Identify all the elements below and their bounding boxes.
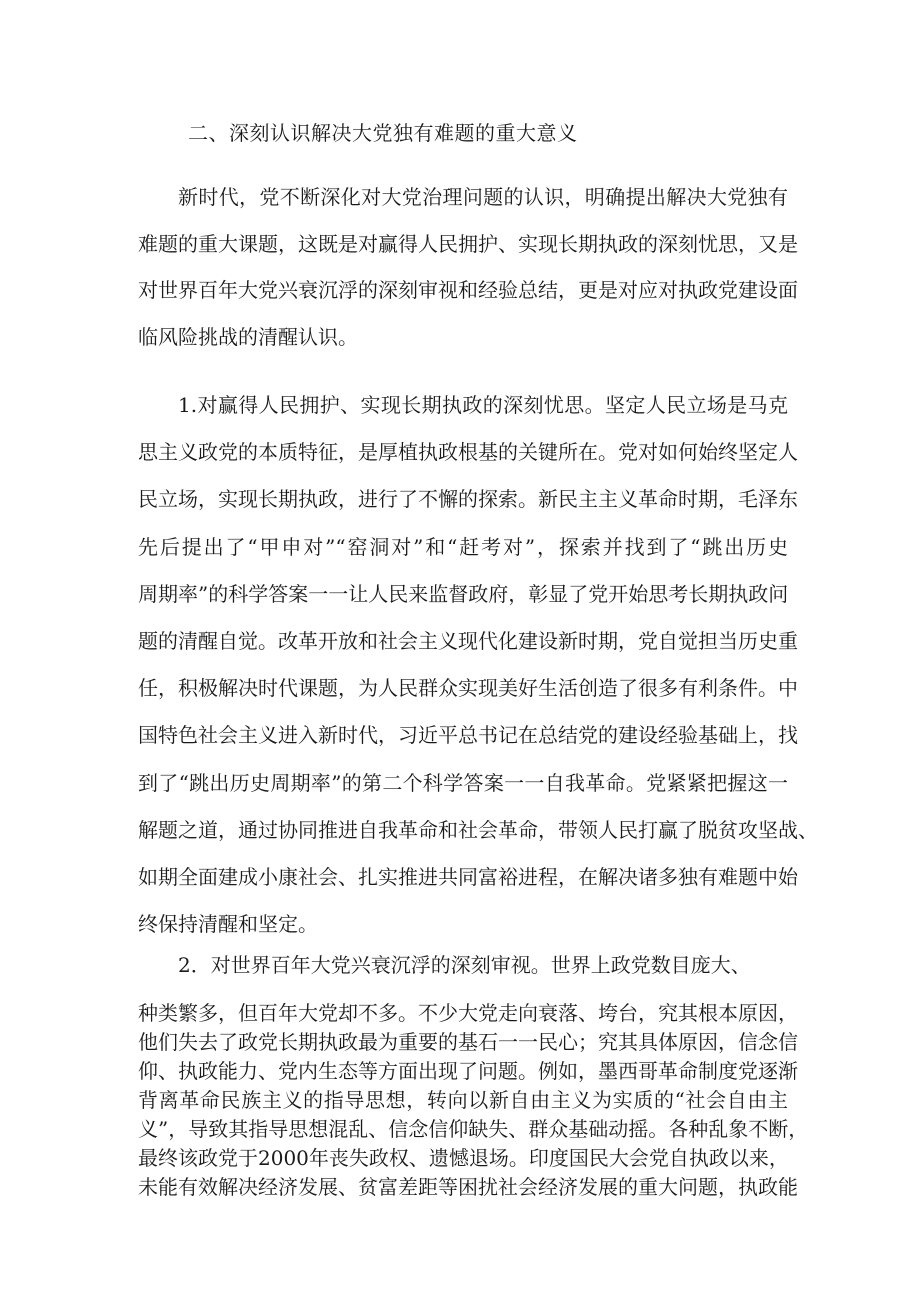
paragraph-line: 如期全面建成小康社会、扎实推进共同富裕进程，在解决诸多独有难题中始 <box>138 865 798 889</box>
paragraph-line: 未能有效解决经济发展、贫富差距等困扰社会经济发展的重大问题，执政能 <box>138 1175 798 1199</box>
paragraph-line: 对世界百年大党兴衰沉浮的深刻审视和经验总结，更是对应对执政党建设面 <box>138 278 798 302</box>
paragraph-line: 任，积极解决时代课题，为人民群众实现美好生活创造了很多有利条件。中 <box>138 676 798 700</box>
paragraph-line: 解题之道，通过协同推进自我革命和社会革命，带领人民打赢了脱贫攻坚战、 <box>138 818 818 842</box>
paragraph-line: 民立场，实现长期执政，进行了不懈的探索。新民主主义革命时期，毛泽东 <box>138 487 798 511</box>
paragraph-line: 终保持清醒和坚定。 <box>138 912 318 936</box>
paragraph-line: 仰、执政能力、党内生态等方面出现了问题。例如，墨西哥革命制度党逐渐 <box>138 1059 798 1083</box>
paragraph-line: 难题的重大课题，这既是对赢得人民拥护、实现长期执政的深刻忧思，又是 <box>138 232 798 256</box>
paragraph-line: 先后提出了“甲申对”“窑洞对”和“赶考对”，探索并找到了“跳出历史 <box>138 535 788 559</box>
section-heading: 二、深刻认识解决大党独有难题的重大意义 <box>188 121 578 145</box>
paragraph-line: 他们失去了政党长期执政最为重要的基石一一民心；究其具体原因，信念信 <box>138 1030 798 1054</box>
paragraph-line: 义”，导致其指导思想混乱、信念信仰缺失、群众基础动摇。各种乱象不断， <box>138 1117 809 1141</box>
paragraph-line: 1.对赢得人民拥护、实现长期执政的深刻忧思。坚定人民立场是马克 <box>178 393 788 417</box>
paragraph-line: 国特色社会主义进入新时代，习近平总书记在总结党的建设经验基础上，找 <box>138 723 798 747</box>
paragraph-line: 种类繁多，但百年大党却不多。不少大党走向衰落、垮台，究其根本原因， <box>138 1001 798 1025</box>
paragraph-line: 周期率”的科学答案一一让人民来监督政府，彰显了党开始思考长期执政问 <box>138 582 789 606</box>
paragraph-line: 背离革命民族主义的指导思想，转向以新自由主义为实质的“社会自由主 <box>138 1088 788 1112</box>
paragraph-line: 思主义政党的本质特征，是厚植执政根基的关键所在。党对如何始终坚定人 <box>138 440 798 464</box>
paragraph-line: 新时代，党不断深化对大党治理问题的认识，明确提出解决大党独有 <box>178 185 788 209</box>
paragraph-line: 最终该政党于2000年丧失政权、遗憾退场。印度国民大会党自执政以来， <box>138 1146 789 1170</box>
paragraph-line: 题的清醒自觉。改革开放和社会主义现代化建设新时期，党自觉担当历史重 <box>138 629 798 653</box>
paragraph-line: 临风险挑战的清醒认识。 <box>138 325 358 349</box>
paragraph-line: 到了“跳出历史周期率”的第二个科学答案一一自我革命。党紧紧把握这一 <box>138 771 788 795</box>
paragraph-line: 2．对世界百年大党兴衰沉浮的深刻审视。世界上政党数目庞大、 <box>178 953 751 977</box>
